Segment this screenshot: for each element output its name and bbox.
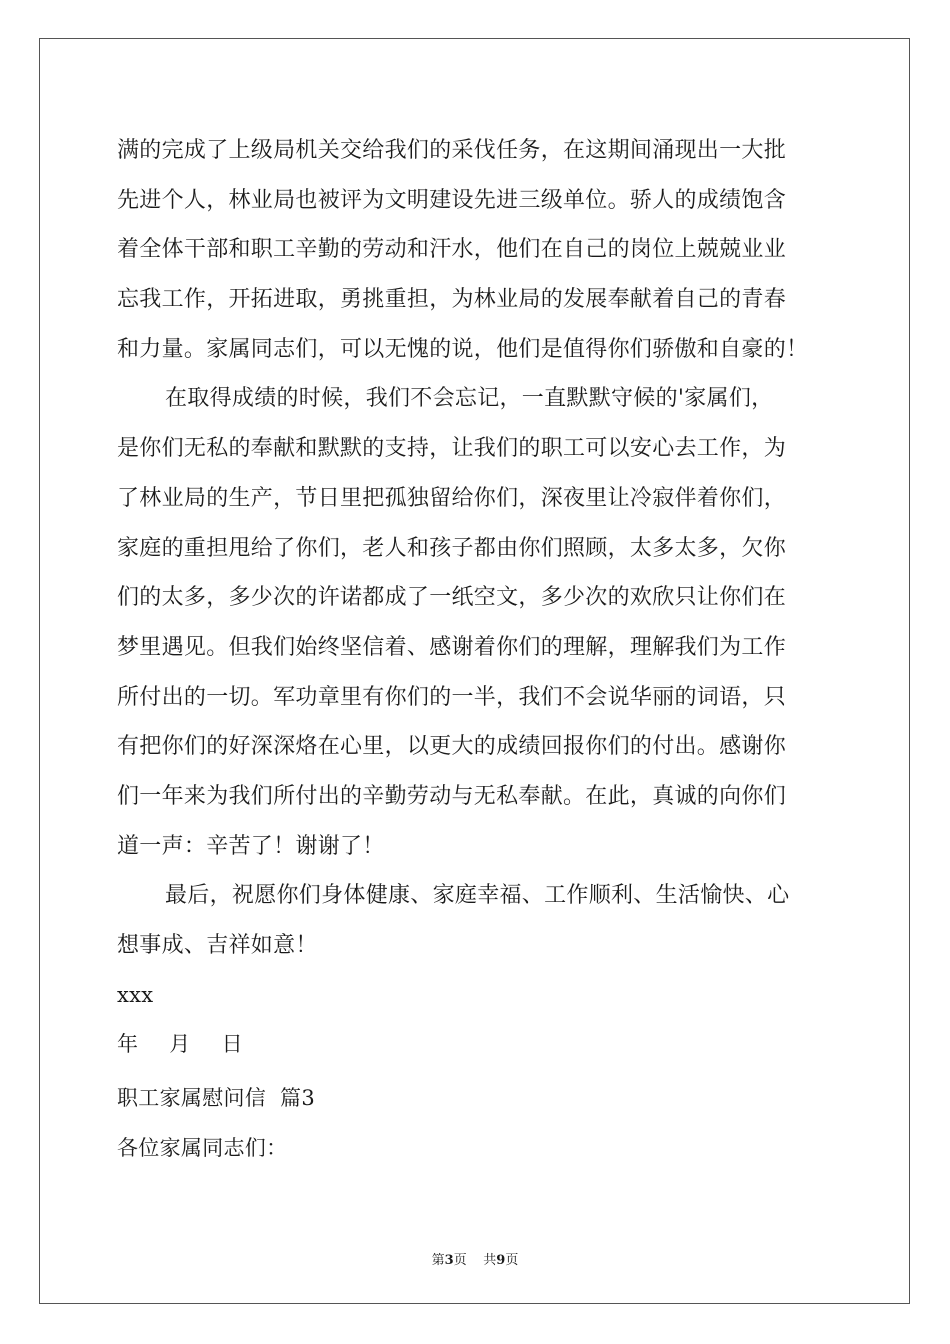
paragraph-1 bbox=[117, 126, 837, 374]
text-line: 和力量。家属同志们，可以无愧的说，他们是值得你们骄傲和自豪的！ bbox=[117, 336, 809, 362]
date-year: 年 bbox=[117, 1032, 139, 1057]
text-line: 们的太多，多少次的许诺都成了一纸空文，多少次的欢欣只让你们在 bbox=[117, 585, 787, 611]
text-line: 先进个人，林业局也被评为文明建设先进三级单位。骄人的成绩饱含 bbox=[117, 187, 787, 213]
text-line: 道一声：辛苦了！谢谢了！ bbox=[117, 833, 385, 859]
signature-block bbox=[117, 971, 837, 1070]
text-line: 们一年来为我们所付出的辛勤劳动与无私奉献。在此，真诚的向你们 bbox=[117, 783, 787, 809]
text-line: 家庭的重担甩给了你们，老人和孩子都由你们照顾，太多太多，欠你 bbox=[117, 535, 787, 561]
text-line: 有把你们的好深深烙在心里，以更大的成绩回报你们的付出。感谢你 bbox=[117, 734, 787, 760]
signature-date bbox=[117, 1020, 837, 1070]
paragraph-2 bbox=[117, 374, 837, 871]
text-line: 梦里遇见。但我们始终坚信着、感谢着你们的理解，理解我们为工作 bbox=[117, 634, 787, 660]
text-line: 了林业局的生产，节日里把孤独留给你们，深夜里让冷寂伴着你们， bbox=[117, 485, 787, 511]
text-line: 所付出的一切。军功章里有你们的一半，我们不会说华丽的词语，只 bbox=[117, 684, 787, 710]
footer-total-unit: 页 bbox=[505, 1253, 519, 1268]
date-month: 月 bbox=[169, 1032, 191, 1057]
text-line: 忘我工作，开拓进取，勇挑重担，为林业局的发展奉献着自己的青春 bbox=[117, 287, 787, 313]
footer-page-unit: 页 bbox=[453, 1253, 467, 1268]
page-footer bbox=[0, 1249, 950, 1268]
paragraph-3 bbox=[117, 871, 837, 970]
text-line: 着全体干部和职工辛勤的劳动和汗水，他们在自己的岗位上兢兢业业 bbox=[117, 237, 787, 263]
text-line: 想事成、吉祥如意！ bbox=[117, 933, 318, 958]
footer-total-pages: 9 bbox=[496, 1253, 506, 1268]
signature-name: xxx bbox=[117, 982, 154, 1007]
footer-page-number: 3 bbox=[444, 1253, 454, 1268]
text-line: 最后，祝愿你们身体健康、家庭幸福、工作顺利、生活愉快、心 bbox=[165, 883, 790, 909]
footer-total-prefix: 共 bbox=[483, 1253, 497, 1268]
text-line: 在取得成绩的时候，我们不会忘记，一直默默守候的'家属们， bbox=[165, 386, 774, 412]
text-line: 是你们无私的奉献和默默的支持，让我们的职工可以安心去工作，为 bbox=[117, 436, 787, 462]
next-section bbox=[117, 1074, 837, 1173]
salutation: 各位家属同志们： bbox=[117, 1135, 288, 1160]
date-day: 日 bbox=[221, 1032, 243, 1057]
section-title: 职工家属慰问信 篇3 bbox=[117, 1086, 316, 1111]
footer-prefix: 第 bbox=[431, 1253, 445, 1268]
text-line: 满的完成了上级局机关交给我们的采伐任务，在这期间涌现出一大批 bbox=[117, 138, 787, 163]
letter-body bbox=[117, 126, 837, 1173]
